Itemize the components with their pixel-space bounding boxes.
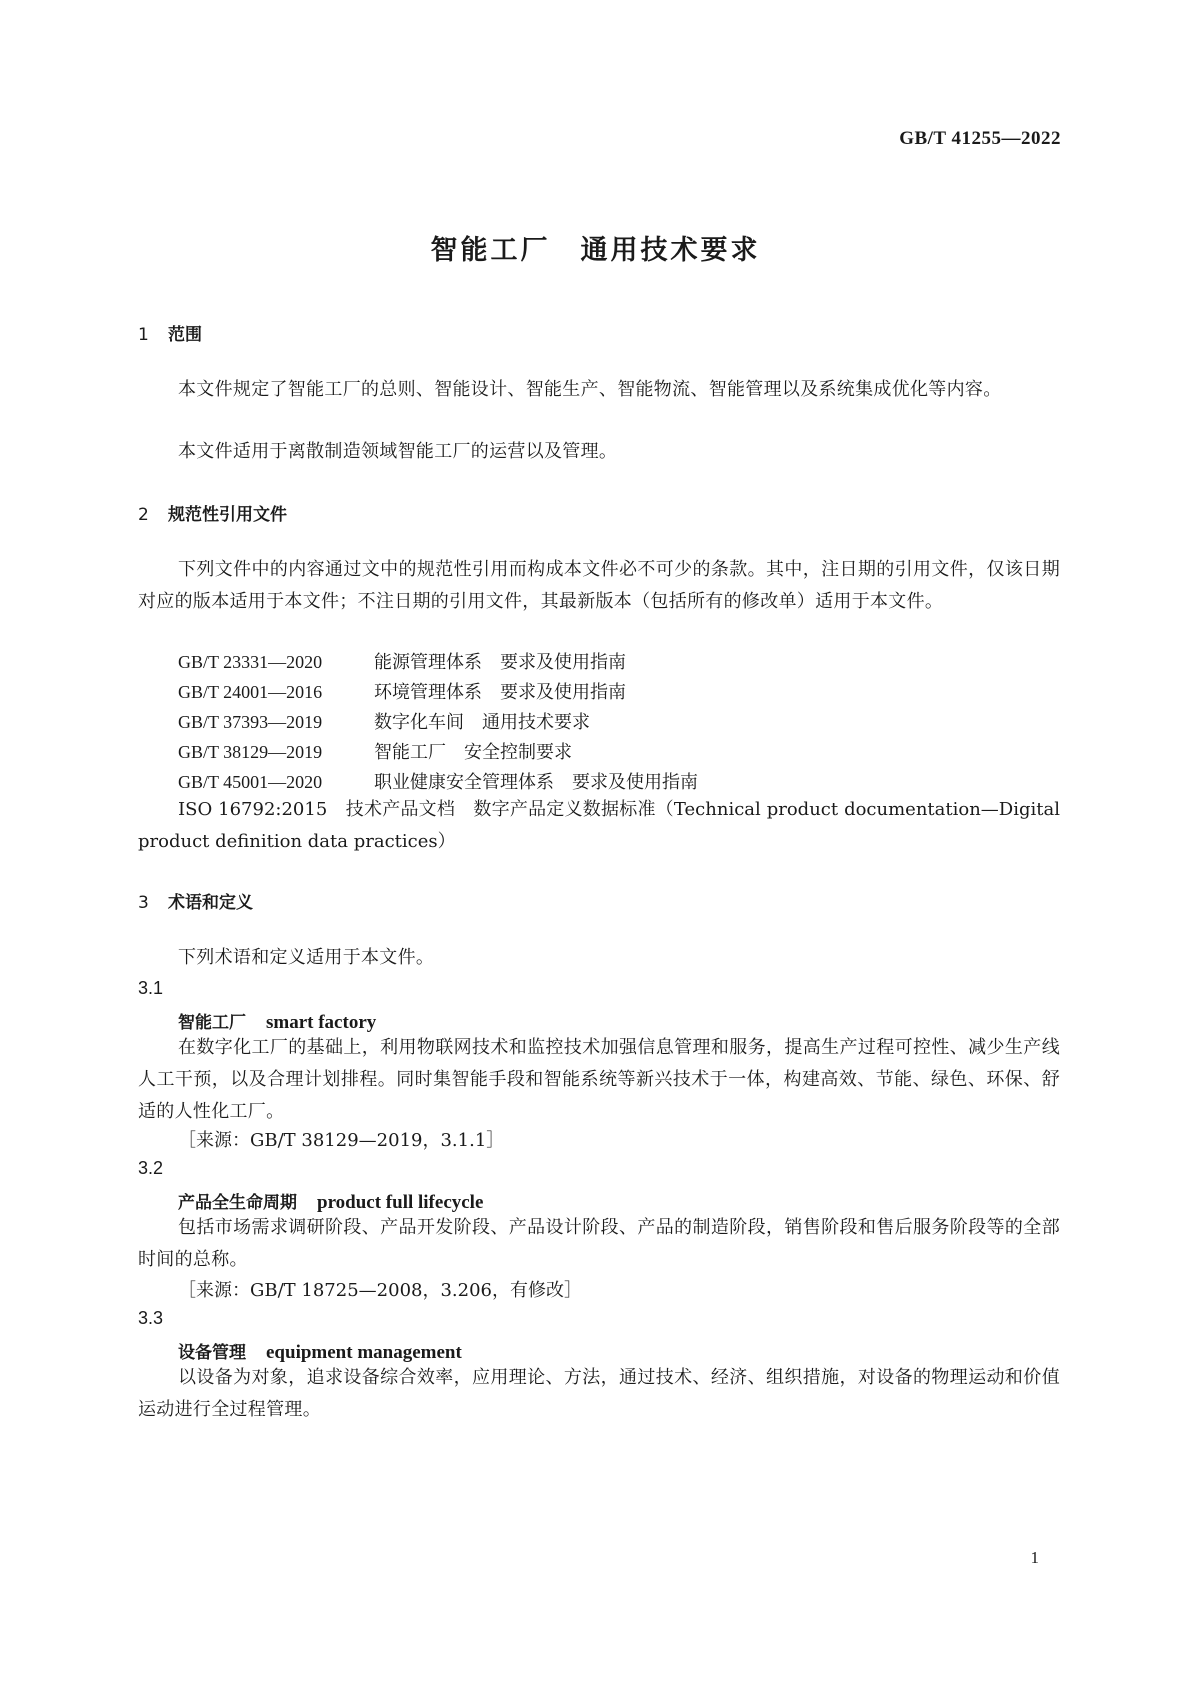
term-source: ［来源：GB/T 18725—2008，3.206，有修改］ (178, 1280, 582, 1301)
standard-code: GB/T 41255—2022 (899, 128, 1061, 149)
term-number: 3.2 (138, 1158, 164, 1178)
term-definition: 以设备为对象，追求设备综合效率，应用理论、方法，通过技术、经济、组织措施，对设备的物理运动和价值运动进行全过程管理。 (138, 1367, 1060, 1420)
reference-title: 能源管理体系 要求及使用指南 (374, 652, 626, 673)
scope-paragraph: 本文件适用于离散制造领域智能工厂的运营以及管理。 (178, 441, 618, 462)
reference-code: GB/T 23331—2020 (178, 652, 323, 672)
section-heading-scope (138, 320, 202, 345)
reference-code: GB/T 37393—2019 (178, 712, 323, 732)
section-title: 范围 (168, 325, 202, 345)
term-number: 3.1 (138, 978, 164, 998)
reference-item (178, 678, 626, 704)
references-intro-paragraph: 下列文件中的内容通过文中的规范性引用而构成本文件必不可少的条款。其中，注日期的引用文件，仅该日期对应的版本适用于本文件；不注日期的引用文件，其最新版本（包括所有的修改单）适用于本文件。 (138, 559, 1060, 612)
term-name-cn: 产品全生命周期 (178, 1193, 297, 1213)
reference-title: 环境管理体系 要求及使用指南 (374, 682, 626, 703)
reference-code: GB/T 38129—2019 (178, 742, 323, 762)
section-title: 规范性引用文件 (168, 505, 287, 525)
terms-intro-paragraph: 下列术语和定义适用于本文件。 (178, 947, 435, 968)
term-name-en: smart factory (266, 1012, 377, 1033)
reference-item (178, 738, 572, 764)
reference-code: GB/T 45001—2020 (178, 772, 323, 792)
term-name (178, 1338, 462, 1364)
section-number: 2 (138, 505, 149, 525)
term-source: ［来源：GB/T 38129—2019，3.1.1］ (178, 1130, 505, 1151)
page-number: 1 (1030, 1548, 1039, 1567)
term-number: 3.3 (138, 1308, 164, 1328)
section-number: 1 (138, 325, 149, 345)
reference-item (178, 768, 698, 794)
iso-reference-item: ISO 16792:2015 技术产品文档 数字产品定义数据标准（Technical product documentation—Digital product definition data practices） (138, 799, 1060, 852)
section-heading-terms-definitions (138, 888, 253, 913)
reference-title: 职业健康安全管理体系 要求及使用指南 (374, 772, 698, 793)
reference-item (178, 648, 626, 674)
term-name-en: equipment management (266, 1342, 462, 1363)
reference-title: 智能工厂 安全控制要求 (374, 742, 572, 763)
term-name (178, 1008, 376, 1034)
scope-paragraph: 本文件规定了智能工厂的总则、智能设计、智能生产、智能物流、智能管理以及系统集成优化等内容。 (178, 379, 1002, 400)
reference-code: GB/T 24001—2016 (178, 682, 323, 702)
section-heading-normative-references (138, 500, 287, 525)
term-name (178, 1188, 483, 1214)
document-title: 智能工厂 通用技术要求 (430, 235, 761, 266)
term-name-en: product full lifecycle (317, 1192, 484, 1213)
term-definition: 包括市场需求调研阶段、产品开发阶段、产品设计阶段、产品的制造阶段，销售阶段和售后服务阶段等的全部时间的总称。 (138, 1217, 1060, 1270)
term-name-cn: 设备管理 (178, 1343, 246, 1363)
reference-title: 数字化车间 通用技术要求 (374, 712, 590, 733)
section-number: 3 (138, 893, 149, 913)
term-name-cn: 智能工厂 (178, 1013, 246, 1033)
reference-item (178, 708, 590, 734)
section-title: 术语和定义 (168, 893, 253, 913)
term-definition: 在数字化工厂的基础上，利用物联网技术和监控技术加强信息管理和服务，提高生产过程可控性、减少生产线人工干预，以及合理计划排程。同时集智能手段和智能系统等新兴技术于一体，构建高效、节能、绿色、环保、舒适的人性化工厂。 (138, 1037, 1060, 1122)
